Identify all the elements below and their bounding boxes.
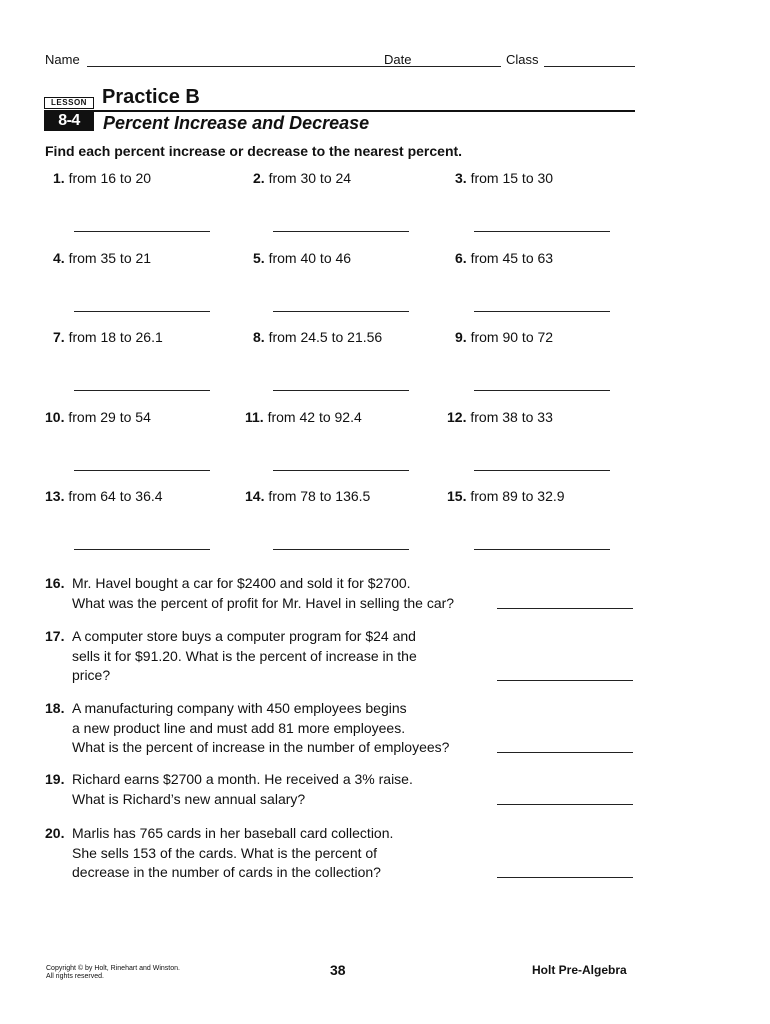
- copyright-line: All rights reserved.: [46, 973, 104, 980]
- name-blank[interactable]: [87, 66, 423, 67]
- problem-item: [455, 170, 553, 186]
- word-problem-number: 17.: [45, 628, 65, 644]
- answer-blank[interactable]: [273, 549, 409, 550]
- problem-text: from 29 to 54: [68, 409, 151, 425]
- problem-number: 11.: [245, 409, 264, 425]
- lesson-badge: [44, 97, 94, 109]
- problem-item: [245, 488, 370, 504]
- problem-number: 9.: [455, 329, 467, 345]
- problem-text: from 90 to 72: [470, 329, 554, 345]
- page-number: 38: [330, 962, 346, 978]
- problem-text: from 35 to 21: [68, 250, 152, 266]
- page-title: Practice B: [102, 86, 200, 108]
- problem-text: from 89 to 32.9: [470, 488, 565, 504]
- name-label: Name: [45, 52, 80, 67]
- word-problem-number: 16.: [45, 575, 65, 591]
- problem-number: 14.: [245, 488, 265, 504]
- lesson-number: 8-4: [44, 110, 94, 131]
- word-problem-line: decrease in the number of cards in the collection?: [72, 864, 381, 880]
- problem-text: from 18 to 26.1: [68, 329, 163, 345]
- problem-text: from 40 to 46: [268, 250, 352, 266]
- problem-text: from 42 to 92.4: [267, 409, 362, 425]
- problem-text: from 38 to 33: [470, 409, 553, 425]
- answer-blank[interactable]: [74, 470, 210, 471]
- answer-blank[interactable]: [497, 877, 633, 878]
- problem-item: [455, 329, 553, 345]
- answer-blank[interactable]: [474, 390, 610, 391]
- class-label: Class: [506, 52, 539, 67]
- word-problem-line: She sells 153 of the cards. What is the percent of: [72, 844, 378, 861]
- word-problem-line: What was the percent of profit for Mr. Havel in selling the car?: [72, 594, 455, 611]
- copyright-notice: [46, 965, 180, 981]
- problem-text: from 78 to 136.5: [268, 488, 371, 504]
- problem-number: 8.: [253, 329, 265, 345]
- answer-blank[interactable]: [497, 804, 633, 805]
- word-problem-number: 18.: [45, 700, 65, 716]
- answer-blank[interactable]: [474, 311, 610, 312]
- word-problem-number: 19.: [45, 771, 65, 787]
- problem-number: 3.: [455, 170, 467, 186]
- problem-text: from 45 to 63: [470, 250, 554, 266]
- problem-number: 1.: [53, 170, 65, 186]
- word-problem-line: A computer store buys a computer program for $24 and: [72, 628, 416, 644]
- problem-number: 4.: [53, 250, 65, 266]
- problem-item: [53, 329, 163, 345]
- date-label: Date: [384, 52, 412, 67]
- page-subtitle: Percent Increase and Decrease: [103, 113, 370, 133]
- word-problem-line: price?: [72, 667, 111, 683]
- answer-blank[interactable]: [74, 390, 210, 391]
- student-info-header: [45, 52, 635, 70]
- word-problem-line: sells it for $91.20. What is the percent of increase in the: [72, 647, 417, 664]
- problem-item: [45, 409, 151, 425]
- answer-blank[interactable]: [497, 680, 633, 681]
- answer-blank[interactable]: [497, 608, 633, 609]
- problem-text: from 64 to 36.4: [68, 488, 163, 504]
- problem-item: [45, 488, 163, 504]
- problem-item: [253, 250, 351, 266]
- problem-text: from 16 to 20: [68, 170, 152, 186]
- answer-blank[interactable]: [74, 231, 210, 232]
- problem-number: 5.: [253, 250, 265, 266]
- problem-item: [455, 250, 553, 266]
- date-blank[interactable]: [418, 66, 501, 67]
- problem-text: from 15 to 30: [470, 170, 554, 186]
- answer-blank[interactable]: [273, 470, 409, 471]
- problem-number: 15.: [447, 488, 467, 504]
- problem-number: 10.: [45, 409, 65, 425]
- answer-blank[interactable]: [474, 231, 610, 232]
- problem-item: [53, 250, 151, 266]
- answer-blank[interactable]: [273, 231, 409, 232]
- word-problem-number: 20.: [45, 825, 65, 841]
- copyright-line: Copyright © by Holt, Rinehart and Winston.: [46, 965, 180, 972]
- answer-blank[interactable]: [497, 752, 633, 753]
- problem-item: [245, 409, 362, 425]
- problem-number: 2.: [253, 170, 265, 186]
- problem-item: [53, 170, 151, 186]
- word-problem-line: A manufacturing company with 450 employees begins: [72, 700, 407, 716]
- problem-item: [447, 409, 553, 425]
- problem-item: [447, 488, 565, 504]
- problem-number: 12.: [447, 409, 467, 425]
- word-problem-line: Mr. Havel bought a car for $2400 and sold it for $2700.: [72, 575, 411, 591]
- answer-blank[interactable]: [474, 470, 610, 471]
- word-problem-line: a new product line and must add 81 more employees.: [72, 719, 406, 736]
- answer-blank[interactable]: [273, 311, 409, 312]
- word-problem-line: Richard earns $2700 a month. He received a 3% raise.: [72, 771, 413, 787]
- problem-number: 13.: [45, 488, 65, 504]
- problem-number: 7.: [53, 329, 65, 345]
- instructions: Find each percent increase or decrease to the nearest percent.: [45, 143, 463, 159]
- answer-blank[interactable]: [74, 311, 210, 312]
- problem-item: [253, 329, 382, 345]
- problem-text: from 30 to 24: [268, 170, 352, 186]
- word-problem-line: What is the percent of increase in the number of employees?: [72, 739, 450, 755]
- word-problem-line: What is Richard’s new annual salary?: [72, 790, 306, 807]
- lesson-badge-label: LESSON: [51, 98, 87, 107]
- problem-text: from 24.5 to 21.56: [268, 329, 383, 345]
- problem-number: 6.: [455, 250, 467, 266]
- class-blank[interactable]: [544, 66, 635, 67]
- book-title: Holt Pre-Algebra: [532, 963, 627, 977]
- title-divider: [94, 110, 635, 112]
- answer-blank[interactable]: [474, 549, 610, 550]
- problem-item: [253, 170, 351, 186]
- word-problem-line: Marlis has 765 cards in her baseball card collection.: [72, 825, 394, 841]
- answer-blank[interactable]: [74, 549, 210, 550]
- answer-blank[interactable]: [273, 390, 409, 391]
